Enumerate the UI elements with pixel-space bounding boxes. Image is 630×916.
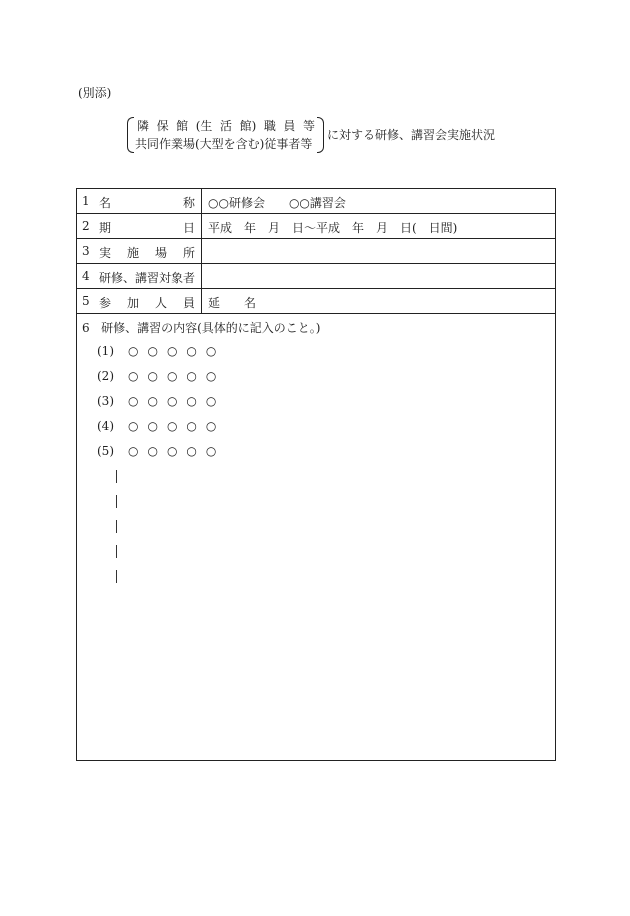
heading-line-2: 共同作業場(大型を含む)従事者等 <box>135 137 313 151</box>
row-value: ○○研修会 ○○講習会 <box>208 196 346 210</box>
report-form <box>76 188 556 761</box>
list-item: (3) ○○○○○ <box>97 394 226 408</box>
list-item: (1) ○○○○○ <box>97 344 226 358</box>
row-number: 2 <box>82 219 90 233</box>
left-brace <box>127 117 134 153</box>
row-date <box>77 214 555 239</box>
content-section-heading: 6 研修、講習の内容(具体的に記入のこと。) <box>82 321 321 335</box>
row-label: 実 施 場 所 <box>99 246 195 260</box>
row-number: 5 <box>82 294 90 308</box>
heading-tail: に対する研修、講習会実施状況 <box>327 128 496 142</box>
row-label: 参 加 人 員 <box>99 296 195 310</box>
row-number: 4 <box>82 269 90 283</box>
row-label: 名 称 <box>99 196 195 210</box>
row-number: 3 <box>82 244 90 258</box>
row-number: 1 <box>82 194 90 208</box>
continuation-mark <box>116 570 117 583</box>
row-label: 期 日 <box>99 221 195 235</box>
list-item: (2) ○○○○○ <box>97 369 226 383</box>
row-venue <box>77 239 555 264</box>
attachment-label: (別添) <box>78 86 112 100</box>
row-participants <box>77 289 555 314</box>
continuation-mark <box>116 495 117 508</box>
row-label: 研修、講習対象者 <box>99 271 196 285</box>
row-value: 平成 年 月 日～平成 年 月 日( 日間) <box>208 221 458 235</box>
row-target <box>77 264 555 289</box>
row-name <box>77 189 555 214</box>
heading-line-1: 隣 保 館 (生 活 館) 職 員 等 <box>137 119 315 133</box>
continuation-mark <box>116 470 117 483</box>
right-brace <box>317 117 324 153</box>
continuation-mark <box>116 520 117 533</box>
continuation-mark <box>116 545 117 558</box>
row-value: 延 名 <box>208 296 257 310</box>
list-item: (5) ○○○○○ <box>97 444 226 458</box>
list-item: (4) ○○○○○ <box>97 419 226 433</box>
